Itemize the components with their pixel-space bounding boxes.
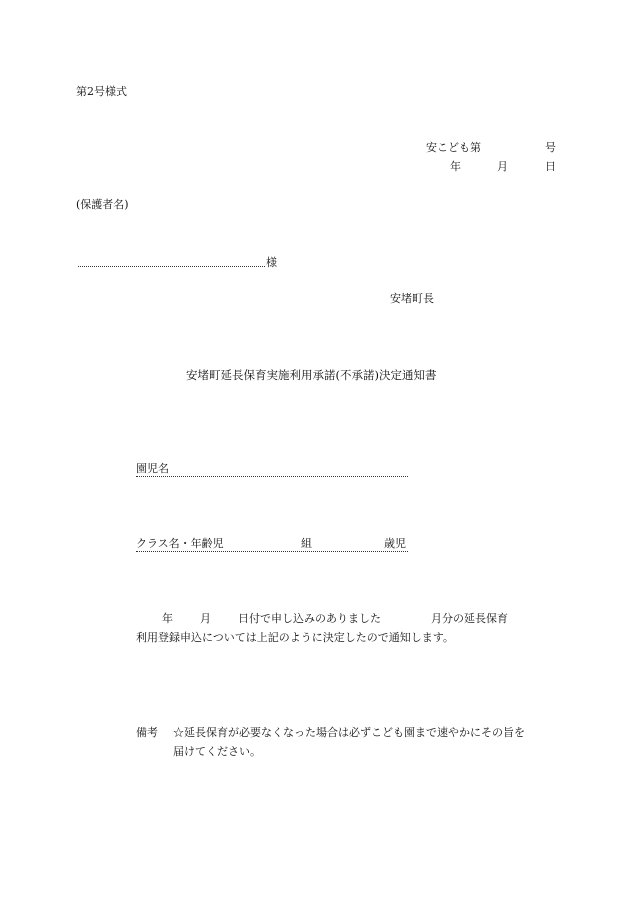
body-year: 年	[162, 612, 173, 625]
group-label: 組	[301, 537, 312, 550]
reference-prefix: 安こども第	[426, 141, 481, 154]
body-month: 月	[200, 612, 211, 625]
remarks-line-2: 届けてください。	[173, 745, 261, 758]
recipient-honorific: 様	[266, 256, 277, 269]
date-month-label: 月	[497, 160, 508, 173]
child-name-label: 園児名	[136, 462, 169, 475]
class-age-line	[136, 551, 408, 552]
remarks-line-1: ☆延長保育が必要なくなった場合は必ずこども園まで速やかにその旨を	[173, 726, 525, 739]
child-name-line	[136, 476, 408, 477]
body-day-text: 日付で申し込みのありました	[238, 612, 381, 625]
recipient-name-line	[78, 266, 265, 267]
age-label: 歳児	[384, 537, 406, 550]
date-year-label: 年	[450, 160, 461, 173]
reference-number-suffix: 号	[545, 141, 556, 154]
body-month-end: 月分の延長保育	[431, 612, 508, 625]
sender-name: 安堵町長	[390, 292, 434, 305]
form-number: 第2号様式	[76, 85, 127, 98]
recipient-label: (保護者名)	[76, 198, 129, 211]
date-day-label: 日	[545, 160, 556, 173]
remarks-label: 備考	[136, 726, 158, 739]
document-title: 安堵町延長保育実施利用承諾(不承諾)決定通知書	[186, 368, 437, 382]
class-age-label: クラス名・年齢児	[136, 537, 224, 550]
body-line-2: 利用登録申込については上記のように決定したので通知します。	[136, 631, 454, 644]
